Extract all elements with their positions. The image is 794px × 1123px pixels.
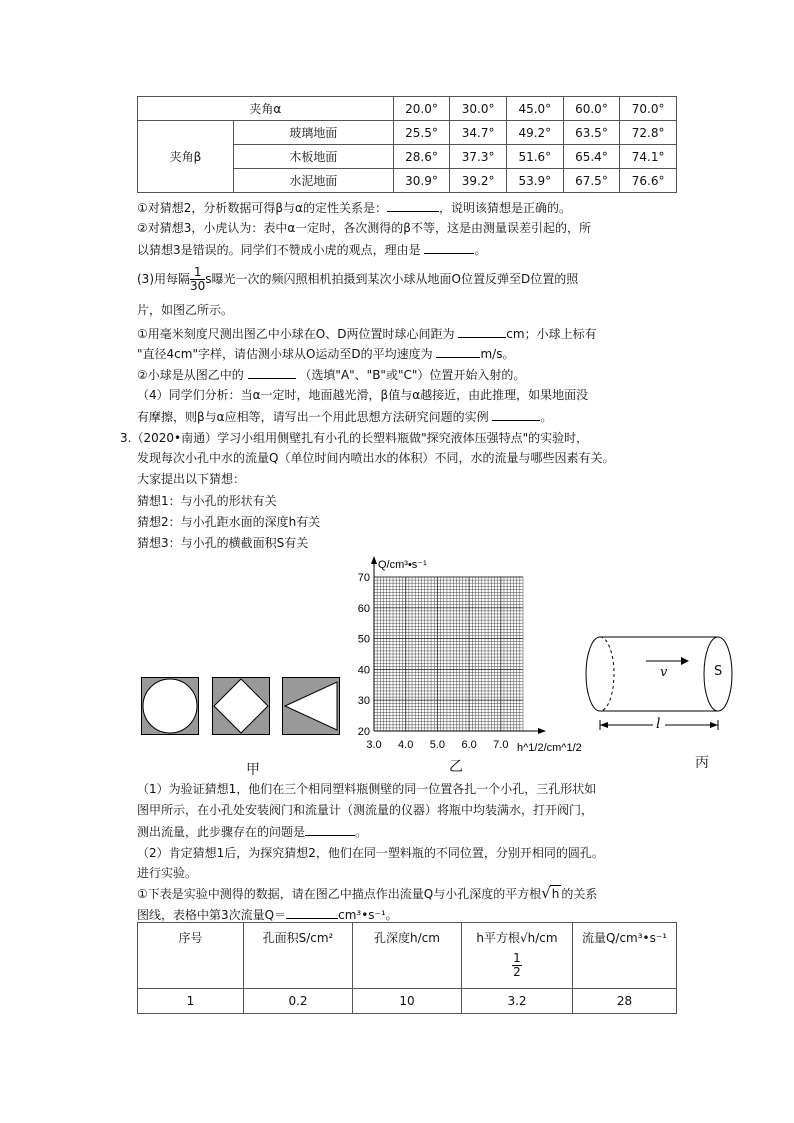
alpha-cell: 60.0° — [563, 97, 620, 121]
q3-p3-line2: 图线，表格中第3次流量Q＝ cm³•s⁻¹。 — [137, 908, 398, 922]
beta-cell: 37.3° — [450, 145, 507, 169]
col-header: 流量Q/cm³•s⁻¹ — [573, 923, 677, 989]
beta-cell: 53.9° — [506, 169, 563, 193]
circle-hole-figure — [141, 677, 199, 735]
answer-blank[interactable] — [286, 906, 338, 919]
y-axis-label: Q/cm³•s⁻¹ — [378, 559, 427, 571]
q2-m1: ①用毫米刻度尺测出图乙中小球在O、D两位置时球心间距为 cm；小球上标有 — [137, 327, 597, 341]
beta-cell: 34.7° — [450, 121, 507, 145]
beta-cell: 67.5° — [563, 169, 620, 193]
table-cell: 1 — [138, 989, 244, 1014]
guess-3: 猜想3：与小孔的横截面积S有关 — [137, 536, 309, 550]
q2-part4-line1: （4）同学们分析：当α一定时，地面越光滑，β值与α越接近，由此推理，如果地面没 — [137, 388, 589, 402]
flow-depth-chart — [345, 555, 585, 770]
beta-header: 夹角β — [138, 121, 234, 193]
alpha-cell: 70.0° — [620, 97, 677, 121]
answer-blank[interactable] — [305, 823, 355, 836]
y-tick-label: 50 — [357, 633, 370, 646]
q2-part3: (3)用每隔 $\frac{1}{30}$ s曝光一次的频闪照相机拍摄到某次小球从地面O位置反弹至D位置的照 — [137, 265, 579, 293]
y-tick-label: 70 — [357, 572, 370, 584]
answer-blank[interactable] — [458, 325, 506, 338]
figure-jia-label: 甲 — [246, 762, 260, 778]
y-axis-arrow — [371, 556, 377, 564]
beta-cell: 30.9° — [393, 169, 450, 193]
beta-cell: 74.1° — [620, 145, 677, 169]
figure-bing-label: 丙 — [695, 755, 709, 771]
x-tick-label: 6.0 — [461, 739, 477, 751]
triangle-hole-figure — [282, 677, 340, 735]
beta-cell: 72.8° — [620, 121, 677, 145]
q3-line1: 3.（2020•南通）学习小组用侧壁扎有小孔的长塑料瓶做"探究液体压强特点"的实验时， — [120, 431, 589, 445]
q3-p2-line2: 进行实验。 — [137, 866, 198, 880]
q2-item2-line1: ②对猜想3，小虎认为：表中α一定时，各次测得的β不等，这是由测量误差引起的，所 — [137, 221, 591, 235]
answer-blank[interactable] — [387, 199, 439, 212]
guess-2: 猜想2：与小孔距水面的深度h有关 — [137, 515, 321, 529]
beta-cell: 51.6° — [506, 145, 563, 169]
q2-m2: ②小球是从图乙中的 （选填"A"、"B"或"C"）位置开始入射的。 — [137, 368, 526, 382]
beta-cell: 39.2° — [450, 169, 507, 193]
surface-label: 水泥地面 — [234, 169, 394, 193]
alpha-cell: 30.0° — [450, 97, 507, 121]
q2-item1: ①对猜想2，分析数据可得β与α的定性关系是： ，说明该猜想是正确的。 — [137, 201, 571, 215]
col-header: 孔面积S/cm² — [244, 923, 353, 989]
answer-blank[interactable] — [492, 408, 540, 421]
x-tick-label: 4.0 — [398, 739, 414, 751]
fraction: $\frac{1}{30}$ — [190, 265, 206, 293]
beta-cell: 63.5° — [563, 121, 620, 145]
length-label: l — [656, 716, 661, 732]
q3-p2-line1: （2）肯定猜想1后，为探究猜想2，他们在同一塑料瓶的不同位置，分别开相同的圆孔。 — [137, 846, 604, 860]
area-label: S — [714, 664, 723, 679]
x-axis-arrow — [538, 728, 546, 734]
y-tick-label: 20 — [357, 726, 370, 738]
q3-p1-line2: 图甲所示，在小孔处安装阀门和流量计（测流量的仪器）将瓶中均装满水，打开阀门， — [137, 803, 594, 817]
x-tick-label: 5.0 — [429, 739, 446, 751]
q3-p1-line1: （1）为验证猜想1，他们在三个相同塑料瓶侧壁的同一位置各扎一个小孔，三孔形状如 — [137, 782, 597, 796]
q3-p1-line3: 测出流量，此步骤存在的问题是 。 — [137, 825, 368, 839]
q2-part3-line2: 片，如图乙所示。 — [137, 303, 234, 317]
flow-data-table — [137, 922, 677, 1014]
answer-blank[interactable] — [424, 241, 474, 254]
q2-item2-line2: 以猜想3是错误的。同学们不赞成小虎的观点，理由是 。 — [137, 243, 487, 257]
beta-cell: 76.6° — [620, 169, 677, 193]
square-hole-figure — [212, 677, 270, 735]
water-cylinder-figure — [583, 634, 743, 744]
exponent-fraction: $\frac{1}{2}$ — [513, 951, 521, 979]
col-header: 序号 — [138, 923, 244, 989]
surface-label: 木板地面 — [234, 145, 394, 169]
x-axis-label: h^1/2/cm^1/2 — [517, 742, 582, 754]
guess-1: 猜想1：与小孔的形状有关 — [137, 494, 277, 508]
col-header: 孔深度h/cm — [353, 923, 462, 989]
answer-blank[interactable] — [436, 345, 480, 358]
beta-cell: 25.5° — [393, 121, 450, 145]
table-cell: 3.2 — [462, 989, 573, 1014]
answer-blank[interactable] — [248, 366, 296, 379]
beta-cell: 28.6° — [393, 145, 450, 169]
table-cell: 28 — [573, 989, 677, 1014]
alpha-cell: 45.0° — [506, 97, 563, 121]
y-tick-label: 30 — [357, 695, 370, 708]
alpha-cell: 20.0° — [393, 97, 450, 121]
col-header-sqrt: h平方根√h/cm $\frac{1}{2}$ — [462, 923, 573, 989]
alpha-header: 夹角α — [138, 97, 394, 121]
q3-p3-line1: ①下表是实验中测得的数据，请在图乙中描点作出流量Q与小孔深度的平方根√h 的关系 — [137, 884, 598, 902]
beta-cell: 49.2° — [506, 121, 563, 145]
x-tick-label: 3.0 — [366, 739, 382, 751]
surface-label: 玻璃地面 — [234, 121, 394, 145]
beta-cell: 65.4° — [563, 145, 620, 169]
y-tick-label: 40 — [357, 664, 370, 677]
table-cell: 0.2 — [244, 989, 353, 1014]
q3-line3: 大家提出以下猜想： — [137, 472, 246, 486]
x-tick-label: 7.0 — [493, 739, 509, 751]
q2-part4-line2: 有摩擦，则β与α应相等，请写出一个用此思想方法研究问题的实例 。 — [137, 410, 553, 424]
velocity-label: v — [660, 665, 668, 680]
table-cell: 10 — [353, 989, 462, 1014]
q2-m1-line2: "直径4cm"字样，请估测小球从O运动至D的平均速度为 m/s。 — [137, 347, 515, 361]
q3-line2: 发现每次小孔中水的流量Q（单位时间内喷出水的体积）不同，水的流量与哪些因素有关。 — [137, 451, 615, 465]
angle-data-table — [137, 96, 677, 193]
figure-yi-label: 乙 — [449, 759, 463, 775]
y-tick-label: 60 — [357, 602, 370, 615]
